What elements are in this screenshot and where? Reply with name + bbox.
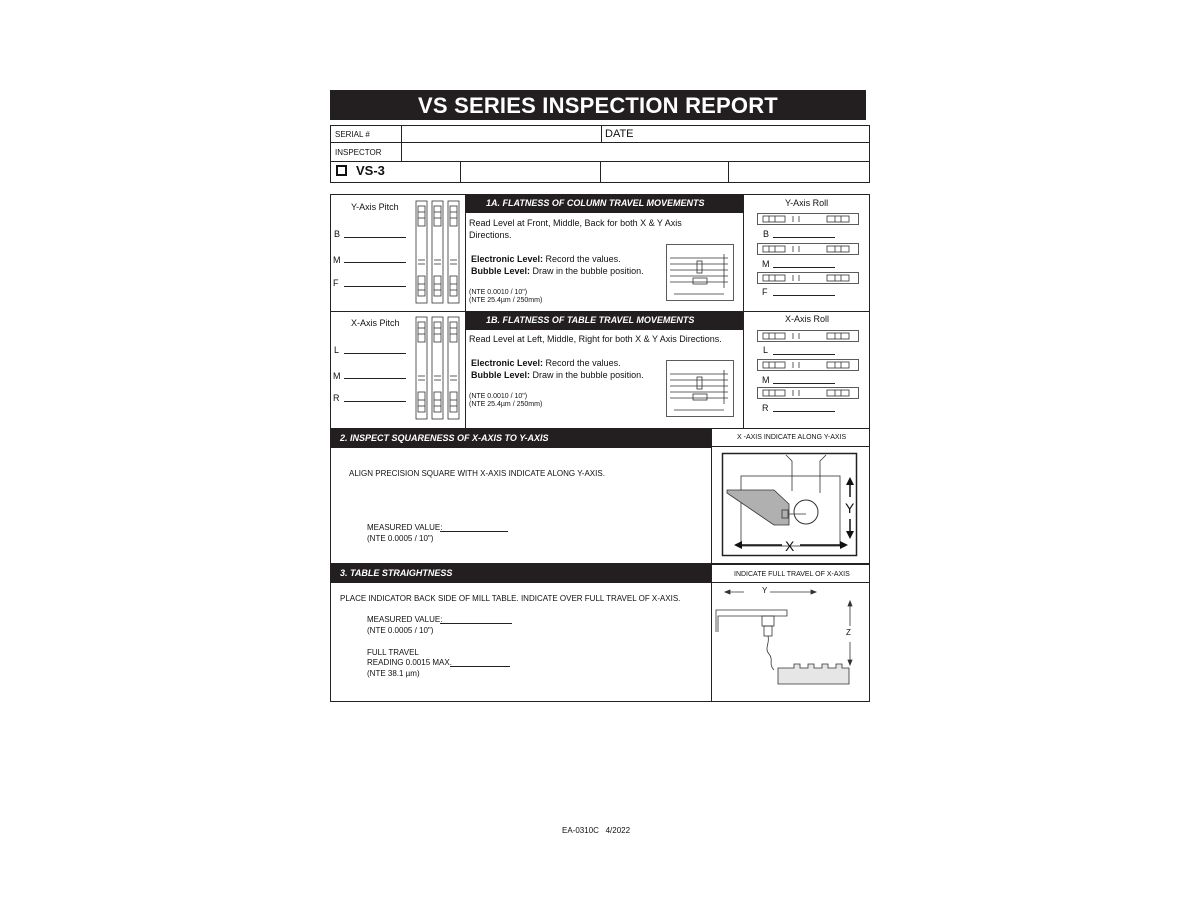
section-1b-header [465,311,743,330]
y-pitch-label-f: F [333,278,339,288]
y-roll-label-m: M [762,259,770,269]
s1b-bubble [471,370,644,380]
y-pitch-level-icons [415,200,463,304]
y-roll-label-f: F [762,287,768,297]
s3-reading-label: READING 0.0015 MAX. [367,658,452,667]
y-pitch-title: Y-Axis Pitch [351,202,399,212]
y-roll-line-m[interactable] [773,267,835,268]
s3-axis-y-label: Y [762,586,768,595]
s3-nte-2: (NTE 38.1 µm) [367,669,420,678]
inspector-label: INSPECTOR [335,148,382,157]
s1a-instructions-2: Directions. [469,230,512,240]
s1b-bubble-diagram [666,360,734,417]
s1b-electronic-label: Electronic Level: [471,358,544,368]
footer-code [562,826,630,835]
x-pitch-line-r[interactable] [344,401,406,402]
s2-measured-line[interactable] [440,531,508,532]
y-pitch-label-b: B [334,229,341,239]
x-pitch-label-m: M [333,371,341,381]
y-roll-title: Y-Axis Roll [785,198,829,208]
x-roll-label-r: R [762,403,769,413]
s2-instructions: ALIGN PRECISION SQUARE WITH X-AXIS INDICATE ALONG Y-AXIS. [349,469,605,478]
x-roll-line-l[interactable] [773,354,835,355]
model-label: VS-3 [356,163,385,178]
s1a-bubble-text: Draw in the bubble position. [532,266,644,276]
s1a-electronic [471,254,621,264]
y-roll-level-icons [757,213,859,285]
s3-diagram-caption: INDICATE FULL TRAVEL OF X-AXIS [734,571,850,578]
s3-measured-label: MEASURED VALUE: [367,615,443,624]
section-2-header [330,428,711,448]
report-title: VS SERIES INSPECTION REPORT [330,90,866,120]
section-3-title: 3. TABLE STRAIGHTNESS [340,568,453,578]
s1a-electronic-text: Record the values. [545,254,621,264]
s1a-nte-1: (NTE 0.0010 / 10") [469,289,528,296]
serial-field[interactable] [402,126,600,141]
y-pitch-label-m: M [333,255,341,265]
x-pitch-line-l[interactable] [344,353,406,354]
s2-nte: (NTE 0.0005 / 10") [367,534,434,543]
x-pitch-label-r: R [333,393,340,403]
s1b-nte-2: (NTE 25.4µm / 250mm) [469,401,543,408]
y-roll-line-b[interactable] [773,237,835,238]
x-roll-level-icons [757,330,859,402]
section-3-header [330,564,711,583]
s1b-bubble-label: Bubble Level: [471,370,531,380]
x-roll-title: X-Axis Roll [785,314,830,324]
section-2-title: 2. INSPECT SQUARENESS OF X-AXIS TO Y-AXIS [340,433,549,443]
y-roll-line-f[interactable] [773,295,835,296]
s1a-nte-2: (NTE 25.4µm / 250mm) [469,297,543,304]
s3-reading-line[interactable] [450,666,510,667]
s1b-electronic-text: Record the values. [545,358,621,368]
s3-instructions: PLACE INDICATOR BACK SIDE OF MILL TABLE. INDICATE OVER FULL TRAVEL OF X-AXIS. [340,594,681,603]
straightness-diagram [714,586,864,690]
x-pitch-title: X-Axis Pitch [351,318,400,328]
serial-label: SERIAL # [335,130,370,139]
x-pitch-label-l: L [334,345,340,355]
x-roll-line-r[interactable] [773,411,835,412]
x-pitch-level-icons [415,316,463,420]
x-roll-label-m: M [762,375,770,385]
s3-nte: (NTE 0.0005 / 10") [367,626,434,635]
y-pitch-line-m[interactable] [344,262,406,263]
s3-measured-line[interactable] [440,623,512,624]
s1b-instructions: Read Level at Left, Middle, Right for both X & Y Axis Directions. [469,334,722,344]
s1b-bubble-text: Draw in the bubble position. [532,370,644,380]
s3-full-travel: FULL TRAVEL [367,648,419,657]
s1a-bubble-label: Bubble Level: [471,266,531,276]
s2-axis-y-label: Y [845,500,855,516]
s1a-instructions: Read Level at Front, Middle, Back for both X & Y Axis [469,218,682,228]
model-checkbox[interactable] [336,165,347,176]
section-1a-title: 1A. FLATNESS OF COLUMN TRAVEL MOVEMENTS [486,198,705,208]
date-field[interactable] [640,126,868,141]
footer-code-text: EA-0310C [562,826,599,835]
s2-axis-x-label: X [785,538,795,554]
s3-axis-z-label: Z [846,628,851,637]
s1a-bubble [471,266,644,276]
s1a-electronic-label: Electronic Level: [471,254,544,264]
x-pitch-line-m[interactable] [344,378,406,379]
x-roll-line-m[interactable] [773,383,835,384]
date-label: DATE [605,128,634,140]
s1a-bubble-diagram [666,244,734,301]
s2-measured-label: MEASURED VALUE: [367,523,443,532]
section-1b-title: 1B. FLATNESS OF TABLE TRAVEL MOVEMENTS [486,315,695,325]
section-1a-header [465,194,743,213]
y-roll-label-b: B [763,229,770,239]
inspector-field[interactable] [402,143,868,160]
y-pitch-line-f[interactable] [344,286,406,287]
y-pitch-line-b[interactable] [344,237,406,238]
s1b-electronic [471,358,621,368]
footer-date: 4/2022 [605,826,631,835]
x-roll-label-l: L [763,345,769,355]
s2-diagram-caption: X -AXIS INDICATE ALONG Y-AXIS [737,434,847,441]
s1b-nte-1: (NTE 0.0010 / 10") [469,393,528,400]
